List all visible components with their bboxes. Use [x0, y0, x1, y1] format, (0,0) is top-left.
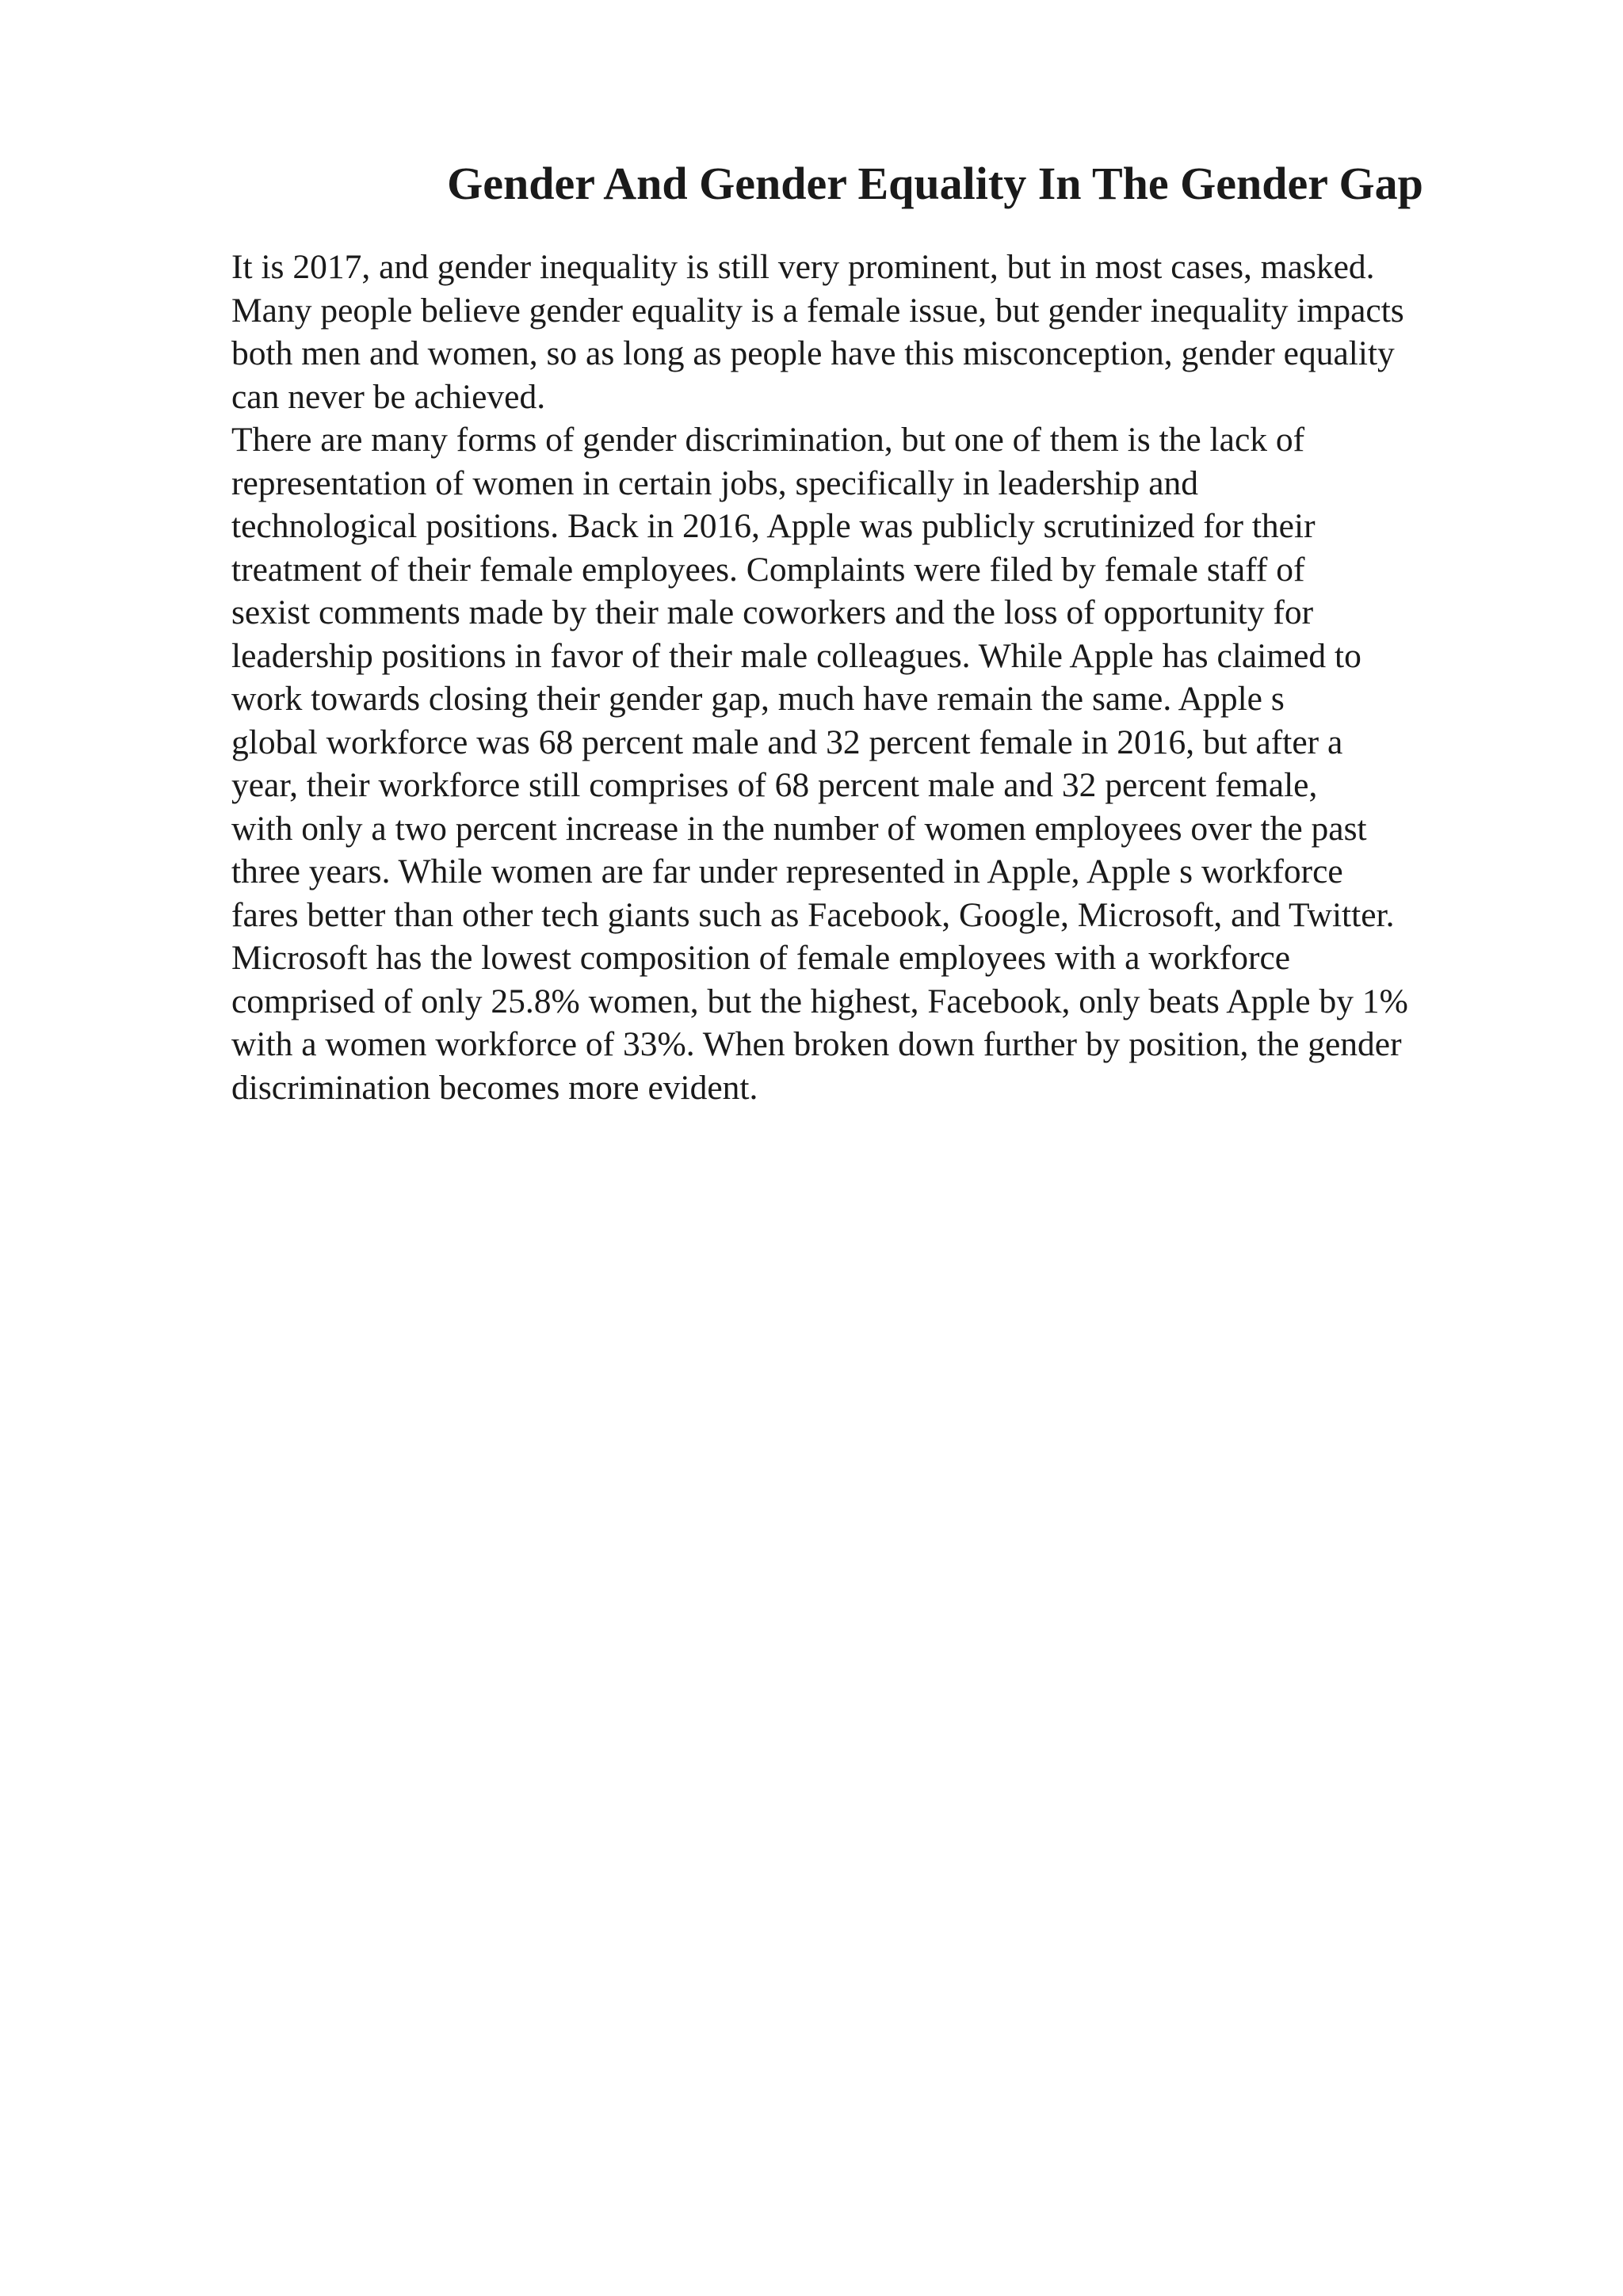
body-line: sexist comments made by their male coworkers and the loss of opportunity for	[231, 593, 1314, 631]
body-line: discrimination becomes more evident.	[231, 1068, 758, 1107]
body-line: It is 2017, and gender inequality is still very prominent, but in most cases, masked.	[231, 248, 1375, 286]
document-title: Gender And Gender Equality In The Gender Gap	[447, 158, 1423, 209]
body-line: with only a two percent increase in the number of women employees over the past	[231, 809, 1367, 848]
body-line: work towards closing their gender gap, much have remain the same. Apple s	[231, 680, 1285, 718]
document-body	[231, 246, 1563, 1109]
body-line: year, their workforce still comprises of 68 percent male and 32 percent female,	[231, 766, 1318, 804]
body-line: three years. While women are far under represented in Apple, Apple s workforce	[231, 852, 1343, 891]
body-line: global workforce was 68 percent male and 32 percent female in 2016, but after a	[231, 723, 1343, 761]
body-line: technological positions. Back in 2016, Apple was publicly scrutinized for their	[231, 507, 1316, 545]
body-line: treatment of their female employees. Complaints were filed by female staff of	[231, 550, 1305, 589]
body-line: comprised of only 25.8% women, but the highest, Facebook, only beats Apple by 1%	[231, 982, 1408, 1020]
body-line: fares better than other tech giants such as Facebook, Google, Microsoft, and Twitter.	[231, 895, 1395, 934]
body-line: representation of women in certain jobs, specifically in leadership and	[231, 463, 1198, 502]
body-line: leadership positions in favor of their male colleagues. While Apple has claimed to	[231, 636, 1361, 675]
body-line: Many people believe gender equality is a female issue, but gender inequality impacts	[231, 291, 1404, 330]
body-line: with a women workforce of 33%. When broken down further by position, the gender	[231, 1025, 1402, 1063]
body-line: Microsoft has the lowest composition of female employees with a workforce	[231, 939, 1291, 977]
body-line: There are many forms of gender discrimination, but one of them is the lack of	[231, 421, 1305, 459]
body-line: can never be achieved.	[231, 377, 546, 416]
body-line: both men and women, so as long as people have this misconception, gender equality	[231, 334, 1395, 372]
